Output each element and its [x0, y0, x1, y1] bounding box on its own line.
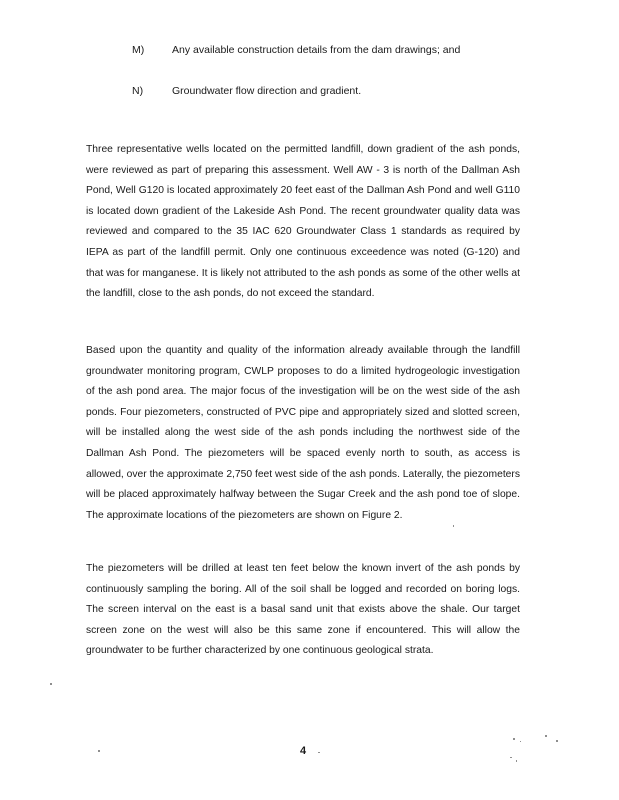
scan-speck	[516, 760, 517, 762]
scan-speck	[545, 735, 547, 737]
scan-speck	[520, 741, 521, 742]
paragraph-well-assessment: Three representative wells located on the permitted landfill, down gradient of the ash ponds, were reviewed as part of preparing this assessment. Well AW - 3 is north of the Dallman Ash Pond, Well G120 is located approximately 20 feet east of the Dallman Ash Pond and well G110 is located down gradient of the Lakeside Ash Pond. The recent groundwater quality data was reviewed and compared to the 35 IAC 620 Groundwater Class 1 standards as required by IEPA as part of the landfill permit. Only one continuous exceedence was noted (G-120) and that was for manganese. It is likely not attributed to the ash ponds as some of the other wells at the landfill, close to the ash ponds, do not exceed the standard.	[86, 144, 520, 300]
scan-speck	[513, 738, 515, 740]
scan-speck	[318, 752, 320, 753]
paragraph-investigation-plan: Based upon the quantity and quality of the information already available through the landfill groundwater monitoring program, CWLP proposes to do a limited hydrogeologic investigation of the ash pond area. The major focus of the investigation will be on the west side of the ash ponds. Four piezometers, constructed of PVC pipe and appropriately sized and slotted screen, will be installed along the west side of the ash ponds including the northwest side of the Dallman Ash Pond. The piezometers will be spaced evenly north to south, as access is allowed, over the approximate 2,750 feet west side of the ash ponds. Laterally, the piezometers will be placed approximately halfway between the Sugar Creek and the ash pond toe of slope. The approximate locations of the piezometers are shown on Figure 2.	[86, 345, 520, 521]
list-marker: M)	[132, 44, 145, 56]
paragraph-piezometer-drilling: The piezometers will be drilled at least ten feet below the known invert of the ash ponds by continuously sampling the boring. All of the soil shall be logged and recorded on boring logs. The screen interval on the east is a basal sand unit that exists above the shale. Our target screen zone on the west will also be this same zone if encountered. This will allow the groundwater to be further characterized by one continuous geological strata.	[86, 563, 520, 657]
list-marker: N)	[132, 85, 144, 97]
scan-speck	[50, 683, 52, 685]
scan-speck	[510, 757, 512, 758]
page-number: 4	[300, 745, 307, 757]
list-item-text: Groundwater flow direction and gradient.	[172, 85, 362, 97]
list-item-text: Any available construction details from the dam drawings; and	[172, 44, 461, 56]
scan-speck	[98, 750, 100, 752]
scan-speck	[453, 525, 454, 527]
scan-speck	[556, 740, 558, 742]
